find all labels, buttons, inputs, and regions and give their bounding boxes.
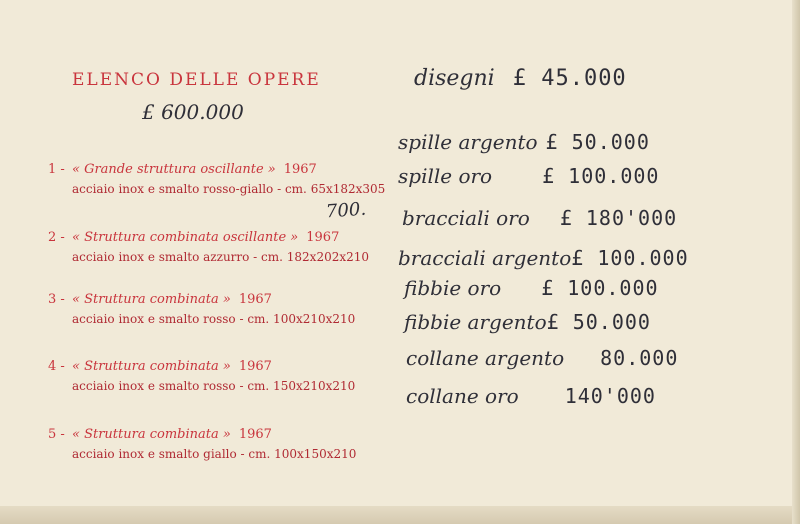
handwritten-value: £ 100.000 bbox=[541, 276, 659, 300]
handwritten-label: collane argento bbox=[406, 346, 565, 370]
work-title: « Struttura combinata oscillante » bbox=[72, 230, 299, 245]
page-right-edge bbox=[792, 0, 800, 524]
work-entry bbox=[48, 427, 356, 461]
handwritten-label: spille oro bbox=[398, 164, 493, 188]
work-title: « Grande struttura oscillante » bbox=[72, 162, 276, 177]
handwritten-price-line bbox=[404, 276, 659, 300]
work-year: 1967 bbox=[283, 162, 317, 177]
handwritten-label: fibbie argento bbox=[404, 310, 547, 334]
work-year: 1967 bbox=[238, 427, 272, 442]
work-entry bbox=[48, 230, 369, 264]
handwritten-value: 80.000 bbox=[600, 346, 679, 370]
handwritten-label: bracciali argento bbox=[398, 246, 572, 270]
work-number: 1 - bbox=[48, 162, 65, 177]
handwritten-label: disegni bbox=[414, 66, 495, 91]
page-bottom-edge bbox=[0, 506, 800, 524]
margin-note: 700. bbox=[325, 198, 367, 223]
work-year: 1967 bbox=[238, 292, 272, 307]
handwritten-price-line bbox=[398, 246, 689, 270]
handwritten-value: £ 50.000 bbox=[545, 130, 650, 154]
work-entry bbox=[48, 292, 355, 326]
handwritten-label: fibbie oro bbox=[404, 276, 502, 300]
handwritten-label: bracciali oro bbox=[402, 206, 530, 230]
handwritten-value: £ 45.000 bbox=[512, 66, 627, 91]
handwritten-value: £ 100.000 bbox=[571, 246, 689, 270]
work-number: 2 - bbox=[48, 230, 65, 245]
work-details: acciaio inox e smalto rosso-giallo - cm. 65x182x305 bbox=[72, 182, 386, 196]
handwritten-price-line bbox=[414, 66, 627, 91]
handwritten-value: £ 50.000 bbox=[546, 310, 651, 334]
work-entry bbox=[48, 162, 385, 196]
handwritten-price-line bbox=[398, 130, 650, 154]
handwritten-price-line bbox=[406, 346, 678, 370]
work-details: acciaio inox e smalto rosso - cm. 150x210x210 bbox=[72, 379, 356, 393]
work-number: 5 - bbox=[48, 427, 65, 442]
work-number: 3 - bbox=[48, 292, 65, 307]
handwritten-label: spille argento bbox=[398, 130, 538, 154]
handwritten-price-line bbox=[404, 310, 651, 334]
page-title: ELENCO DELLE OPERE bbox=[72, 70, 321, 90]
work-details: acciaio inox e smalto rosso - cm. 100x210x210 bbox=[72, 312, 356, 326]
handwritten-price-line bbox=[402, 206, 677, 230]
work-year: 1967 bbox=[306, 230, 340, 245]
handwritten-price-line bbox=[406, 384, 656, 408]
work-details: acciaio inox e smalto azzurro - cm. 182x202x210 bbox=[72, 250, 370, 264]
handwritten-price-line bbox=[398, 164, 659, 188]
work-number: 4 - bbox=[48, 359, 65, 374]
total-price: £ 600.000 bbox=[142, 100, 244, 124]
work-title: « Struttura combinata » bbox=[72, 292, 231, 307]
handwritten-label: collane oro bbox=[406, 384, 519, 408]
handwritten-value: £ 100.000 bbox=[542, 164, 660, 188]
handwritten-value: £ 180'000 bbox=[559, 206, 678, 230]
work-title: « Struttura combinata » bbox=[72, 427, 231, 442]
handwritten-value: 140'000 bbox=[564, 384, 656, 408]
work-details: acciaio inox e smalto giallo - cm. 100x150x210 bbox=[72, 447, 357, 461]
work-entry bbox=[48, 359, 355, 393]
work-year: 1967 bbox=[238, 359, 272, 374]
work-title: « Struttura combinata » bbox=[72, 359, 231, 374]
